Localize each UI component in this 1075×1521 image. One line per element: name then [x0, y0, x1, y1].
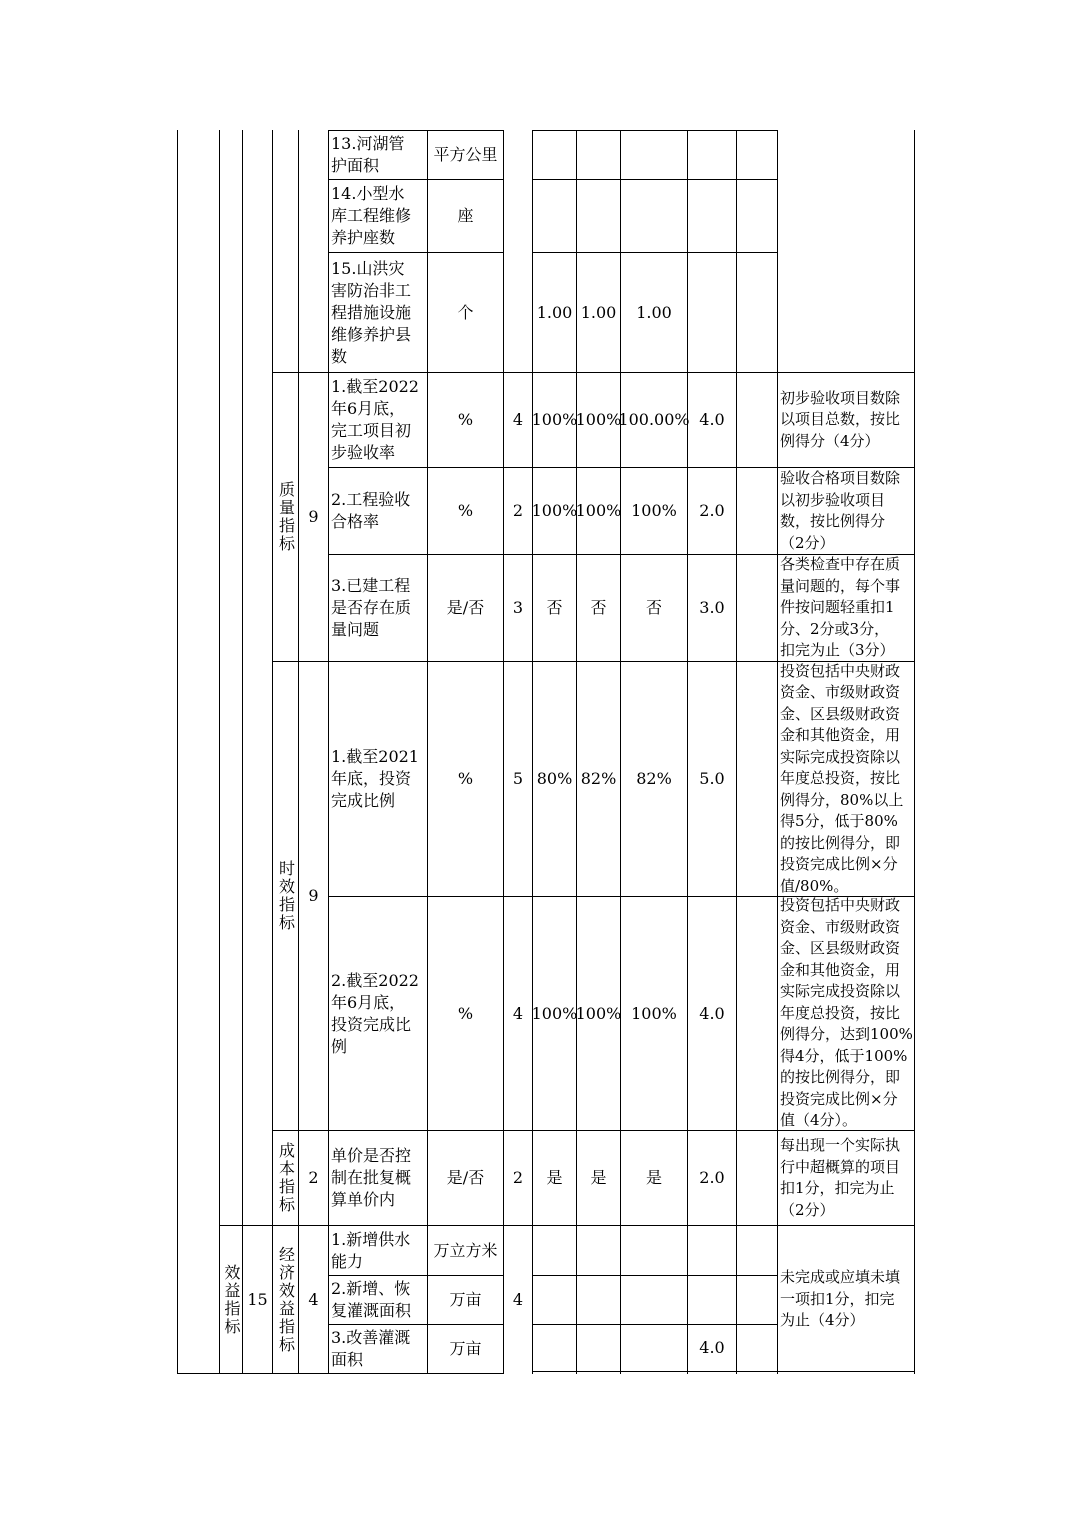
indicator-text: 3.已建工程 是否存在质 量问题: [331, 576, 412, 639]
value-text: 是: [590, 1168, 607, 1187]
value-text: 100%: [575, 1003, 622, 1023]
score-text: 5.0: [699, 769, 725, 788]
category-label: [273, 1226, 298, 1373]
rate-value: [621, 662, 687, 896]
score-text: 9: [308, 507, 319, 526]
category-text: 成本指标: [276, 1142, 296, 1214]
grid-line: [532, 1324, 777, 1325]
unit-text: %: [457, 1003, 474, 1023]
indicator-text: 2.新增、恢 复灌溉面积: [331, 1279, 412, 1320]
target-value: [533, 253, 576, 372]
value-text: 1.00: [636, 302, 672, 322]
weight-text: 5: [512, 769, 524, 788]
unit-text: 万立方米: [433, 1240, 498, 1260]
indicator-cell: [329, 1276, 427, 1324]
level1-text: 效益指标: [222, 1263, 241, 1336]
unit-cell: [428, 373, 503, 467]
indicator-cell: [329, 662, 427, 896]
score-text: 2.0: [699, 1168, 725, 1187]
item-score: [688, 897, 736, 1130]
actual-value: [577, 373, 620, 467]
value-text: 是: [645, 1168, 662, 1187]
scoring-note: [778, 468, 914, 554]
unit-text: %: [457, 769, 474, 788]
unit-cell: [428, 253, 503, 372]
indicator-text: 单价是否控 制在批复概 算单价内: [331, 1146, 412, 1209]
note-text: 初步验收项目数除 以项目总数，按比 例得分（4分）: [780, 388, 901, 450]
score-text: 2.0: [699, 501, 725, 520]
item-score: [688, 1131, 736, 1225]
rate-value: [621, 253, 687, 372]
value-text: 100%: [575, 410, 622, 429]
grid-line: [532, 130, 777, 131]
grid-line: [914, 130, 915, 1374]
indicator-cell: [329, 131, 427, 179]
grid-line: [177, 130, 178, 1374]
category-label: [273, 373, 298, 661]
indicator-cell: [329, 555, 427, 661]
category-score: [299, 662, 328, 1130]
rate-value: [621, 897, 687, 1130]
indicator-text: 1.截至2022 年6月底， 完工项目初 步验收率: [331, 377, 419, 462]
unit-text: 平方公里: [433, 145, 498, 164]
item-score: [688, 1325, 736, 1371]
unit-text: 座: [457, 206, 474, 225]
category-score: [299, 373, 328, 661]
item-score: [688, 555, 736, 661]
score-text: 4.0: [699, 1338, 725, 1357]
scoring-note: [778, 1131, 914, 1225]
value-text: 1.00: [580, 302, 617, 322]
unit-text: 是/否: [446, 1168, 485, 1187]
note-text: 投资包括中央财政 资金、市级财政资 金、区县级财政资 金和其他资金，用 实际完成投资除以 年度总投资，按比 例得分，80%以上 得5分，低于80% 的按比例得分，即 投资完成比例×分 值/80%。: [780, 661, 904, 895]
category-text: 时效指标: [276, 860, 296, 932]
weight-text: 4: [512, 1003, 524, 1023]
value-text: 否: [590, 598, 607, 617]
grid-line: [219, 130, 220, 1374]
weight-cell: [504, 1226, 532, 1373]
grid-line: [532, 179, 777, 180]
grid-line: [242, 130, 243, 1374]
score-text: 4.0: [699, 410, 725, 429]
unit-text: %: [457, 410, 474, 429]
score-text: 4.0: [699, 1003, 725, 1023]
weight-cell: [504, 662, 532, 896]
value-text: 否: [546, 598, 563, 617]
item-score: [688, 468, 736, 554]
category-label: [273, 662, 298, 1130]
item-score: [688, 373, 736, 467]
category-text: 质量指标: [276, 481, 296, 553]
weight-text: 4: [512, 410, 524, 429]
unit-cell: [428, 897, 503, 1130]
rate-value: [621, 555, 687, 661]
scoring-note: [778, 373, 914, 467]
indicator-text: 15.山洪灾 害防治非工 程措施设施 维修养护县 数: [331, 258, 412, 366]
item-score: [688, 662, 736, 896]
weight-text: 2: [512, 501, 524, 520]
scoring-note: [778, 897, 914, 1130]
unit-cell: [428, 662, 503, 896]
weight-text: 3: [512, 598, 524, 617]
value-text: 82%: [580, 769, 617, 788]
score-text: 4: [308, 1289, 319, 1309]
note-text: 未完成或应填未填 一项扣1分，扣完 为止（4分）: [780, 1268, 901, 1330]
target-value: [533, 468, 576, 554]
actual-value: [577, 662, 620, 896]
indicator-cell: [329, 897, 427, 1130]
value-text: 82%: [636, 769, 672, 788]
unit-text: 万亩: [449, 1339, 482, 1358]
indicator-cell: [329, 1226, 427, 1275]
target-value: [533, 373, 576, 467]
unit-cell: [428, 468, 503, 554]
category-score: [299, 1226, 328, 1373]
grid-line: [532, 1275, 777, 1276]
value-text: 100%: [531, 410, 578, 429]
note-text: 投资包括中央财政 资金、市级财政资 金、区县级财政资 金和其他资金，用 实际完成投资除以 年度总投资，按比 例得分，达到100% 得4分，低于100% 的按比例得分，即 投资完成比例×分 值（4分）。: [780, 896, 913, 1130]
grid-line: [736, 130, 737, 1374]
actual-value: [577, 468, 620, 554]
unit-text: 个: [457, 302, 474, 322]
category-text: 经济效益指标: [276, 1245, 296, 1354]
indicator-cell: [329, 1325, 427, 1373]
value-text: 否: [645, 598, 662, 617]
level1-score: [243, 1226, 272, 1373]
value-text: 100%: [575, 501, 622, 520]
value-text: 是: [546, 1168, 563, 1187]
scoring-note: [778, 662, 914, 896]
weight-text: 4: [512, 1289, 524, 1309]
actual-value: [577, 253, 620, 372]
unit-cell: [428, 180, 503, 252]
indicator-text: 2.截至2022 年6月底， 投资完成比 例: [331, 970, 419, 1056]
weight-text: 2: [512, 1168, 524, 1187]
unit-cell: [428, 1325, 503, 1373]
value-text: 100.00%: [618, 410, 690, 429]
rate-value: [621, 1131, 687, 1225]
indicator-text: 1.新增供水 能力: [331, 1229, 411, 1271]
target-value: [533, 555, 576, 661]
indicator-cell: [329, 1131, 427, 1225]
scoring-note: [778, 555, 914, 661]
unit-cell: [428, 1226, 503, 1275]
weight-cell: [504, 468, 532, 554]
rate-value: [621, 468, 687, 554]
actual-value: [577, 555, 620, 661]
category-label: [273, 1131, 298, 1225]
indicator-cell: [329, 180, 427, 252]
value-text: 80%: [536, 769, 573, 788]
grid-line: [177, 1373, 503, 1374]
score-text: 15: [247, 1289, 268, 1309]
level1-label: [220, 1226, 242, 1373]
value-text: 1.00: [536, 302, 573, 322]
score-text: 9: [308, 886, 319, 905]
note-text: 每出现一个实际执 行中超概算的项目 扣1分，扣完为止 （2分）: [780, 1136, 901, 1219]
weight-cell: [504, 897, 532, 1130]
unit-cell: [428, 1276, 503, 1324]
score-text: 2: [308, 1168, 319, 1187]
indicator-text: 2.工程验收 合格率: [331, 490, 411, 531]
indicator-text: 14.小型水 库工程维修 养护座数: [331, 184, 412, 247]
value-text: 100%: [631, 501, 677, 520]
indicator-text: 1.截至2021 年底，投资 完成比例: [331, 747, 419, 810]
score-text: 3.0: [699, 598, 725, 617]
indicator-text: 13.河湖管 护面积: [331, 134, 405, 175]
value-text: 100%: [531, 1003, 578, 1023]
value-text: 100%: [631, 1003, 677, 1023]
unit-cell: [428, 1131, 503, 1225]
rate-value: [618, 373, 690, 467]
note-text: 验收合格项目数除 以初步验收项目 数，按比例得分 （2分）: [780, 469, 901, 552]
target-value: [533, 897, 576, 1130]
weight-cell: [504, 373, 532, 467]
target-value: [533, 1131, 576, 1225]
scoring-note: [778, 1226, 914, 1373]
weight-cell: [504, 555, 532, 661]
category-score: [299, 1131, 328, 1225]
unit-cell: [428, 555, 503, 661]
actual-value: [577, 897, 620, 1130]
value-text: 100%: [531, 501, 578, 520]
target-value: [533, 662, 576, 896]
unit-text: 是/否: [446, 598, 485, 617]
unit-text: %: [457, 501, 474, 520]
weight-cell: [504, 1131, 532, 1225]
indicator-cell: [329, 373, 427, 467]
unit-cell: [428, 131, 503, 179]
unit-text: 万亩: [449, 1290, 482, 1309]
note-text: 各类检查中存在质 量问题的，每个事 件按问题轻重扣1 分、2分或3分， 扣完为止（3分）: [780, 555, 901, 660]
indicator-text: 3.改善灌溉 面积: [331, 1328, 411, 1369]
indicator-cell: [329, 253, 427, 372]
indicator-cell: [329, 468, 427, 554]
actual-value: [577, 1131, 620, 1225]
